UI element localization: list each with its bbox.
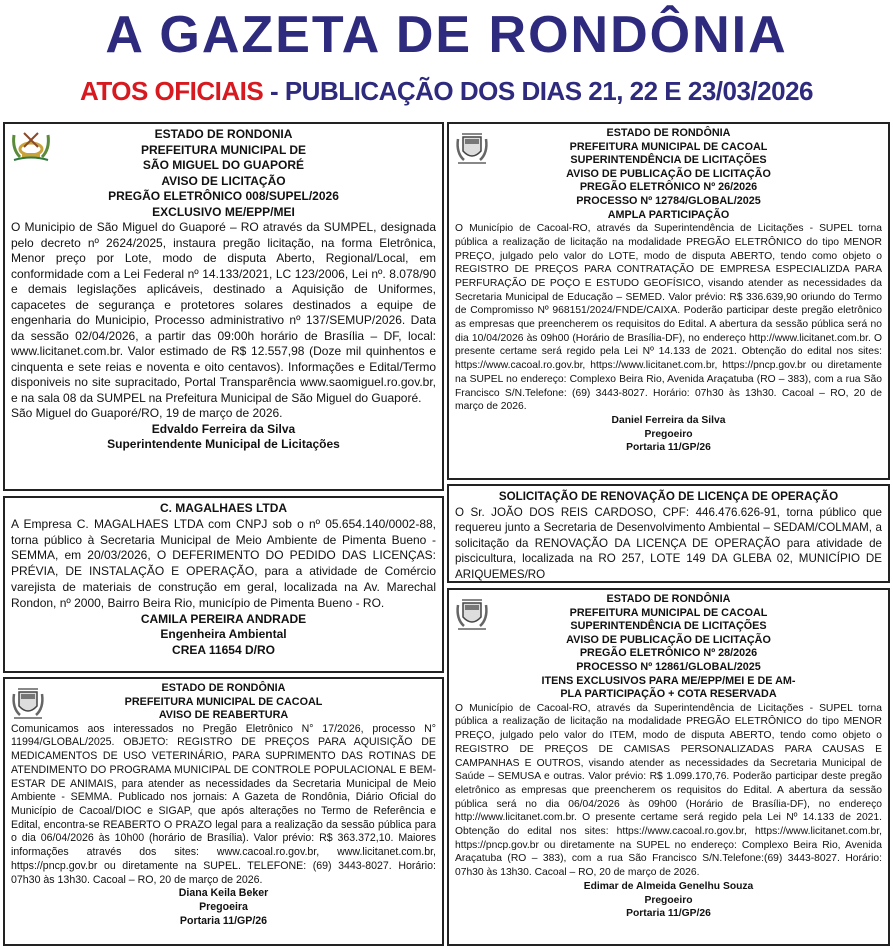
notice-signature-line: Edvaldo Ferreira da Silva	[151, 421, 296, 436]
section-subtitle	[0, 74, 893, 108]
notice-heading-line: PREGÃO ELETRÔNICO Nº 26/2026	[579, 181, 758, 194]
notice-heading-line: PREFEITURA MUNICIPAL DE	[140, 142, 307, 157]
notice-signature-line: Superintendente Municipal de Licitações	[107, 437, 340, 451]
notice-heading-line: SUPERINTENDÊNCIA DE LICITAÇÕES	[570, 620, 767, 633]
notice-signature-line: Pregoeiro	[644, 428, 693, 440]
notice-body: O Município de Cacoal-RO, através da Superintendência de Licitações - SUPEL torna pública a realização de licitação na modalidade PREGÃO ELETRÔNICO do tipo MENOR PREÇO, julgado pelo valor do LOTE, modo de disputa ABERTO, tendo como objeto o REGISTRO DE PREÇOS PARA CONTRATAÇÃO DE EMPRESA ESPECIALIZDA PARA PERFURAÇÃO DE POÇO E ESTUDO GEOFÍSICO, visando atender as necessidades da Secretaria Municipal de Educação – SEMED. Valor prévio: R$ 336.639,90 oriundo do Termo de Compromisso Nº 968151/2024/FNDE/CAIXA. Poderão participar deste pregão eletrônico as empresas que preencherem os requisitos do Edital. A abertura da sessão pública será no dia 10/04/2026 às 09h00 (Horário de Brasília-DF), no endereço http://www.licitanet.com.br. O presente certame será regido pela Lei Nº 14.133 de 2021. Obtenção do edital nos sites: https://www.cacoal.ro.gov.br, https://www.licitanet.com.br, https://pncp.gov.br ou diretamente na SUPEL no endereço: Complexo Beira Rio, Avenida Araçatuba (RO – 383), com a rua São Francisco S/N.Telefone: (69) 3443-8027. Horário: 07h30 às 13h30. Cacoal – RO, 20 de março de 2026.	[455, 223, 882, 413]
section-label: ATOS OFICIAIS	[80, 76, 264, 106]
notice-signature-line: Portaria 11/GP/26	[179, 914, 268, 927]
notice-heading-line: PREFEITURA MUNICIPAL DE CACOAL	[124, 695, 323, 708]
notice-place-date: São Miguel do Guaporé/RO, 19 de março de 2026.	[11, 406, 283, 420]
notice-heading-line: PROCESSO Nº 12861/GLOBAL/2025	[576, 660, 761, 673]
cacoal-coat-of-arms-icon	[10, 684, 46, 720]
notice-cacoal-pregao-28	[447, 588, 890, 946]
notice-heading-line: EXCLUSIVO ME/EPP/MEI	[152, 204, 295, 219]
notice-heading-line: PROCESSO Nº 12784/GLOBAL/2025	[576, 194, 761, 207]
notice-heading-line: AVISO DE PUBLICAÇÃO DE LICITAÇÃO	[566, 167, 771, 180]
cacoal-coat-of-arms-icon	[454, 595, 490, 631]
notice-signature-line: Portaria 11/GP/26	[626, 908, 711, 920]
publication-dates: PUBLICAÇÃO DOS DIAS 21, 22 E 23/03/2026	[284, 76, 813, 106]
notice-heading-line: ESTADO DE RONDÔNIA	[606, 127, 731, 139]
notice-signature-line: Pregoeiro	[644, 894, 693, 906]
notice-heading-line: C. MAGALHAES LTDA	[159, 501, 288, 515]
notice-heading-line: ITENS EXCLUSIVOS PARA ME/EPP/MEI E DE AM-	[541, 674, 796, 687]
notice-heading-line: SOLICITAÇÃO DE RENOVAÇÃO DE LICENÇA DE OPERAÇÃO	[498, 490, 839, 503]
notice-heading-line: ESTADO DE RONDÔNIA	[161, 682, 286, 694]
notice-c-magalhaes	[3, 496, 444, 673]
notice-signature-line: Edimar de Almeida Genelhu Souza	[583, 880, 754, 892]
notice-body: Comunicamos aos interessados no Pregão Eletrônico N° 17/2026, processo N° 11994/GLOBAL/2025. OBJETO: REGISTRO DE PREÇOS PARA AQUISIÇÃO DE MEDICAMENTOS DE USO VETERINÁRIO, PARA SUPRIMENTO DAS ROTINAS DE ATENDIMENTO DO PROGRAMA MUNICIPAL DE CONTROLE POPULACIONAL E BEM-ESTAR DE ANIMAIS, para atender as necessidades da Secretaria Municipal de Meio Ambiente - SEMMA. Publicado nos jornais: A Gazeta de Rondônia, Diário Oficial do Município de Cacoal/DIOC e SIGAP, que após alterações no Termo de Referência e Edital, encontra-se REABERTO O PRAZO legal para a realização da sessão pública para o dia 06/04/2026 às 10h00 (horário de Brasília). Valor prévio: R$ 363.372,10. Maiores informações através dos sites: www.cacoal.ro.gov.br, www.licitanet.com.br, https://pncp.gov.br ou diretamente na SUPEL. TELEFONE: (69) 3443-8027. Horário: 07h30 às 13h30. Cacoal – RO, 20 de março de 2026.	[11, 722, 436, 886]
notice-signature-line: Pregoeira	[199, 900, 248, 913]
notice-signature-line: Daniel Ferreira da Silva	[611, 415, 726, 426]
sao-miguel-coat-of-arms-icon	[10, 129, 52, 163]
notice-heading-line: PREFEITURA MUNICIPAL DE CACOAL	[569, 606, 768, 619]
notice-signature-line: Portaria 11/GP/26	[626, 442, 711, 454]
notice-body: O Município de Cacoal-RO, através da Superintendência de Licitações - SUPEL torna pública a realização de licitação na modalidade PREGÃO ELETRÔNICO do tipo MENOR PREÇO, julgado pelo valor do ITEM, modo de disputa ABERTO, tendo como objeto o REGISTRO DE PREÇOS DE CAMISAS PERSONALIZADAS PARA CAUSAS E CAMPANHAS E OUTROS, visando atender as necessidades da Secretaria Municipal de Saúde – SEMUSA e outras. Valor prévio: R$ 1.099.170,76. Poderão participar deste pregão eletrônico as empresas que preencherem os requisitos do Edital. A abertura da sessão pública será no dia 06/04/2026 às 09h00 (Horário de Brasília-DF), no endereço http://www.licitanet.com.br. O presente certame será regido pela Lei Nº 14.133 de 2021. Obtenção do edital nos sites: https://www.cacoal.ro.gov.br, https://www.licitanet.com.br, https://pncp.gov.br ou diretamente na SUPEL no endereço: Complexo Beira Rio, Avenida Araçatuba (RO – 383), com a rua São Francisco S/N.Telefone:(69) 3443-8027. Horário: 07h30 às 13h30. Cacoal – RO, 20 de março de 2026.	[455, 702, 882, 879]
notice-heading-line: AVISO DE REABERTURA	[158, 709, 289, 722]
notice-renovacao-licenca	[447, 484, 890, 583]
notice-body: A Empresa C. MAGALHAES LTDA com CNPJ sob o nº 05.654.140/0002-88, torna público à Secretaria Municipal de Meio Ambiente de Pimenta Bueno - SEMMA, em 20/03/2026, O DEFERIMENTO DO PEDIDO DAS LICENÇAS: PRÉVIA, DE INSTALAÇÃO E OPERAÇÃO, para a atividade de Comércio varejista de materiais de construção em geral, localizada na Av. Marechal Rondon, nº 2000, Bairro Beira Rio, município de Pimenta Bueno - RO.	[11, 516, 436, 610]
cacoal-coat-of-arms-icon	[454, 129, 490, 165]
notice-sao-miguel	[3, 122, 444, 491]
notice-heading-line: AVISO DE PUBLICAÇÃO DE LICITAÇÃO	[566, 633, 771, 646]
notice-signature-line: CREA 11654 D/RO	[172, 643, 275, 658]
notice-body: O Municipio de São Miguel do Guaporé – RO através da SUMPEL, designada pelo decreto nº 2624/2025, instaura pregão licitação, na forma Eletrônica, Menor preço por Lote, modo de disputa Aberto, Regional/Local, em conformidade com a Lei Federal nº 14.133/2021, LC 123/2006, Lei nº. 8.078/90 e demais legislações aplicáveis, destinado a Aquisição de Uniformes, capacetes de segurança e protetores solares destinados a equipe de engenharia do Municipio, Processo administrativo nº 137/SEMUP/2026. Data da sessão 02/04/2026, a partir das 09:00h horário de Brasília – DF, local: www.licitanet.com.br. Valor estimado de R$ 12.557,98 (Doze mil quinhentos e cinquenta e sete reias e noventa e oito centavos). Informações e Edital/Termo disponiveis no site supracitado, Portal Transparência www.saomiguel.ro.gov.br, e na sala 08 da SUMPEL na Prefeitura Municipal de São Miguel do Guaporé.	[11, 220, 436, 405]
notice-signature-line: Engenheira Ambiental	[160, 627, 287, 642]
notice-heading-line: PREGÃO ELETRÔNICO Nº 28/2026	[579, 647, 758, 660]
notice-signature-line: CAMILA PEREIRA ANDRADE	[140, 611, 307, 626]
notice-signature-line: Diana Keila Beker	[178, 887, 269, 900]
notice-cacoal-pregao-26	[447, 122, 890, 480]
notice-body: O Sr. JOÃO DOS REIS CARDOSO, CPF: 446.476.626-91, torna público que requereu junto a Secretaria de Desenvolvimento Ambiental – SEDAM/COLMAM, a solicitação da RENOVAÇÃO DA LICENÇA DE OPERAÇÃO para atividade de piscicultura, localizada na RO 257, LOTE 149 DA GLEBA 02, MUNICÍPIO DE ARIQUEMES/RO	[455, 505, 882, 581]
notice-heading-line: ESTADO DE RONDÔNIA	[606, 593, 731, 605]
notice-heading-line: ESTADO DE RONDONIA	[154, 127, 293, 141]
notice-heading-line: AMPLA PARTICIPAÇÃO	[607, 208, 730, 221]
notice-heading-line: PREGÃO ELETRÔNICO 008/SUPEL/2026	[108, 189, 339, 203]
notice-heading-line: SÃO MIGUEL DO GUAPORÉ	[142, 158, 305, 172]
masthead-title: A GAZETA DE RONDÔNIA	[105, 6, 788, 64]
separator: -	[263, 76, 285, 106]
notice-heading-line: SUPERINTENDÊNCIA DE LICITAÇÕES	[570, 154, 767, 167]
notice-cacoal-reabertura	[3, 677, 444, 946]
notice-heading-line: PREFEITURA MUNICIPAL DE CACOAL	[569, 140, 768, 153]
notice-heading-line: AVISO DE LICITAÇÃO	[161, 173, 286, 188]
notice-heading-line: PLA PARTICIPAÇÃO + COTA RESERVADA	[560, 688, 777, 701]
